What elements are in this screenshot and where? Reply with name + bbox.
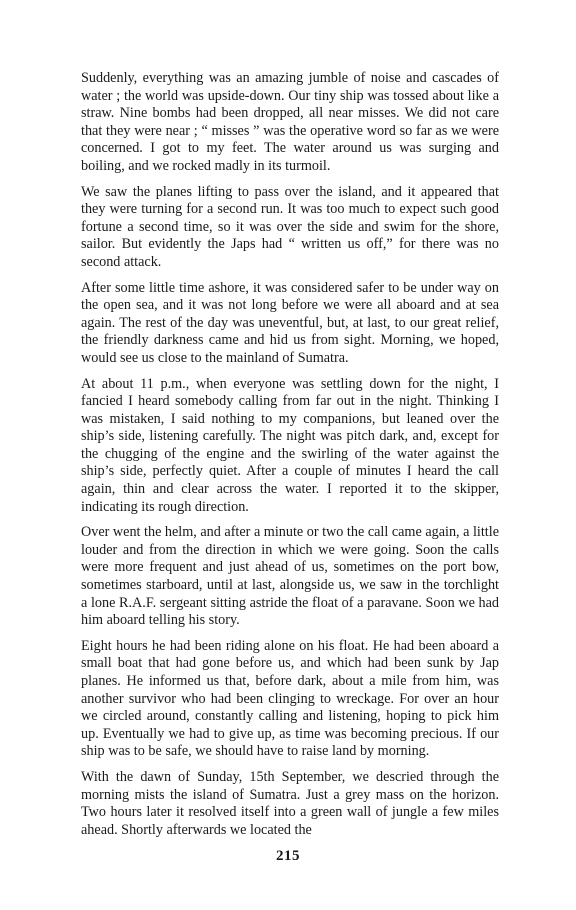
- paragraph: With the dawn of Sunday, 15th September, we descried through the morning mists the island of Sumatra. Just a grey mass on the horizon. Two hours later it resolved itself into a green wall of jungle a few miles ahead. Shortly afterwards we located the: [81, 768, 499, 838]
- paragraph: After some little time ashore, it was considered safer to be under way on the open sea, and it was not long before we were all aboard and at sea again. The rest of the day was uneventful, but, at last, to our great relief, the friendly darkness came and hid us from sight. Morning, we hoped, would see us close to the mainland of Sumatra.: [81, 279, 499, 366]
- paragraph: Eight hours he had been riding alone on his float. He had been aboard a small boat that had gone before us, and which had been sunk by Jap planes. He informed us that, before dark, about a mile from him, was another survivor who had been clinging to wreckage. For over an hour we circled around, constantly calling and listening, hoping to pick him up. Eventually we had to give up, as time was becoming precious. If our ship was to be safe, we should have to raise land by morning.: [81, 637, 499, 760]
- paragraph: We saw the planes lifting to pass over the island, and it appeared that they were turning for a second run. It was too much to expect such good fortune a second time, so it was over the side and swim for the shore, sailor. But evidently the Japs had “ written us off,” for there was no second attack.: [81, 183, 499, 270]
- paragraph: Over went the helm, and after a minute or two the call came again, a little louder and from the direction in which we were going. Soon the calls were more frequent and just ahead of us, sometimes on the port bow, sometimes starboard, until at last, alongside us, we saw in the torchlight a lone R.A.F. sergeant sitting astride the float of a paravane. Soon we had him aboard telling his story.: [81, 524, 499, 629]
- page-number: 215: [276, 848, 300, 864]
- paragraph: At about 11 p.m., when everyone was settling down for the night, I fancied I heard somebody calling from far out in the night. Thinking I was mistaken, I said nothing to my companions, but leaned over the ship’s side, listening carefully. The night was pitch dark, and, except for the chugging of the engine and the swirling of the water against the ship’s side, perfectly quiet. After a couple of minutes I heard the call again, thin and clear across the water. I reported it to the skipper, indicating its rough direction.: [81, 375, 499, 515]
- page-body: [81, 70, 499, 847]
- paragraph: Suddenly, everything was an amazing jumble of noise and cascades of water ; the world was upside-down. Our tiny ship was tossed about like a straw. Nine bombs had been dropped, all near misses. We did not care that they were near ; “ misses ” was the operative word so far as we were concerned. I got to my feet. The water around us was surging and boiling, and we rocked madly in its turmoil.: [81, 70, 499, 174]
